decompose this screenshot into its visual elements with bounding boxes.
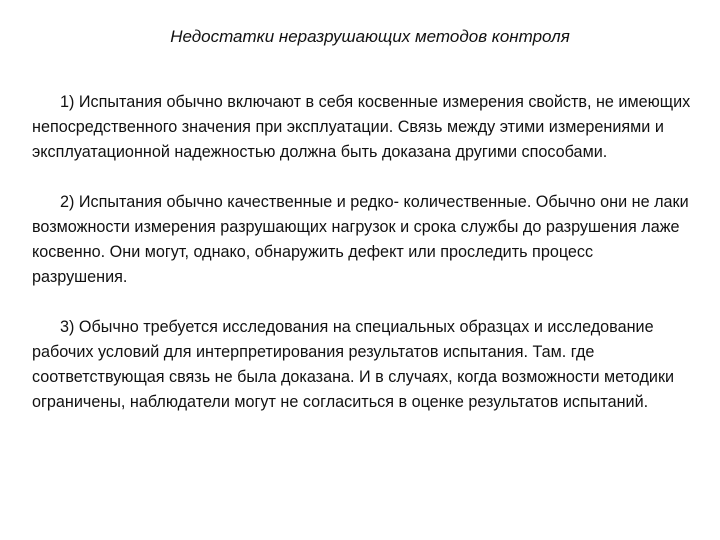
paragraph-1: 1) Испытания обычно включают в себя косвенные измерения свойств, не имеющих непосредственного значения при эксплуатации. Связь между этими измерениями и эксплуатационной надежностью должна быть доказана другими способами. (32, 93, 691, 161)
slide-body (32, 90, 692, 440)
slide-title: Недостатки неразрушающих методов контроля (170, 27, 570, 46)
paragraph-3: 3) Обычно требуется исследования на специальных образцах и исследование рабочих условий для интерпретирования результатов испытания. Там. где соответствующая связь не была доказана. И в случаях, когда возможности методики ограничены, наблюдатели могут не согласиться в оценке результатов испытаний. (32, 318, 675, 411)
paragraph-2: 2) Испытания обычно качественные и редко- количественные. Обычно они не лаки возможности измерения разрушающих нагрузок и срока службы до разрушения лаже косвенно. Они могут, однако, обнаружить дефект или проследить процесс разрушения. (32, 193, 689, 286)
